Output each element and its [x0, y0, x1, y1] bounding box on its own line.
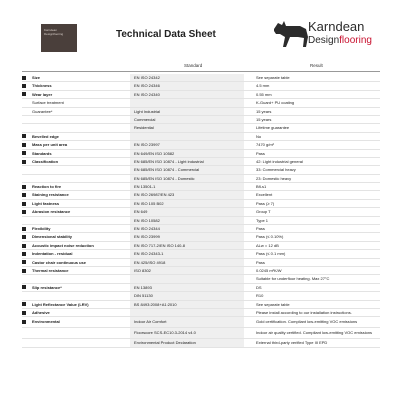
- standard-cell: EN 13501-1: [130, 183, 244, 190]
- table-row: [22, 175, 380, 183]
- standard-cell: EN ISO 26987/EN 423: [130, 191, 244, 198]
- result-cell: R10: [256, 293, 264, 299]
- logo-subtitle: [308, 35, 372, 46]
- property-cell: Mass per unit area: [32, 142, 68, 148]
- result-cell: Gold certification. Compliant low-emitting VOC emissions: [256, 319, 358, 325]
- result-cell: See separate table: [256, 75, 290, 80]
- property-cell: Dimensional stability: [32, 234, 73, 240]
- row-marker-icon: [22, 235, 26, 239]
- row-marker-icon: [22, 151, 26, 155]
- standard-cell: [130, 99, 244, 106]
- karndean-logo: [270, 15, 380, 51]
- property-cell: Castor chair continuous use: [32, 259, 87, 265]
- row-marker-icon: [22, 143, 26, 147]
- result-cell: Lifetime guarantee: [256, 125, 290, 131]
- table-row: [22, 301, 380, 309]
- property-cell: Thickness: [32, 83, 52, 89]
- standard-cell: Floorscore SCS-EC10.3-2014 v4.0: [130, 328, 244, 338]
- property-cell: Size: [32, 75, 41, 80]
- table-row: [22, 339, 380, 347]
- standard-cell: [130, 309, 244, 316]
- row-marker-icon: [22, 76, 26, 80]
- brand-box-text: Karndean Designflooring: [44, 28, 64, 36]
- property-cell: Thermal resistance: [32, 267, 69, 273]
- row-marker-icon: [22, 193, 26, 197]
- result-cell: 33: Commercial heavy: [256, 167, 296, 173]
- result-cell: Pass: [256, 259, 265, 265]
- standard-cell: EN 425/ISO 4918: [130, 259, 244, 266]
- result-cell: 42: Light industrial general: [256, 158, 303, 164]
- standard-cell: EN ISO 24346: [130, 82, 244, 89]
- standard-cell: EN 13893: [130, 284, 244, 291]
- table-row: [22, 200, 380, 208]
- row-marker-icon: [22, 210, 26, 214]
- property-cell: Staining resistance: [32, 192, 69, 198]
- property-cell: Bevelled edge: [32, 133, 59, 139]
- result-cell: Pass: [256, 226, 265, 232]
- table-row: [22, 225, 380, 233]
- table-row: [22, 267, 380, 275]
- result-cell: Pass (≥ 7): [256, 200, 275, 206]
- table-row: [22, 82, 380, 90]
- table-row: [22, 284, 380, 292]
- standard-cell: EN 685/EN ISO 10874 - Commercial: [130, 166, 244, 173]
- table-row: [22, 328, 380, 339]
- table-row: [22, 292, 380, 300]
- result-cell: Type 1: [256, 217, 269, 223]
- result-cell: 15 years: [256, 116, 272, 122]
- property-cell: Light Reflectance Value (LRV): [32, 301, 89, 307]
- table-row: [22, 275, 380, 283]
- row-marker-icon: [22, 311, 26, 315]
- result-cell: 7470 g/m²: [256, 142, 275, 148]
- property-cell: Adhesive: [32, 309, 50, 315]
- standard-cell: Light Industrial: [130, 108, 244, 115]
- table-row: [22, 91, 380, 99]
- table-row: [22, 141, 380, 149]
- table-row: [22, 317, 380, 328]
- result-cell: K-Guard+ PU coating: [256, 100, 295, 106]
- table-row: [22, 150, 380, 158]
- table-row: [22, 250, 380, 258]
- result-cell: Please install according to our installation instructions.: [256, 309, 352, 315]
- result-cell: 15 years: [256, 108, 272, 114]
- result-cell: Group T: [256, 209, 271, 215]
- table-row: [22, 183, 380, 191]
- table-row: [22, 108, 380, 116]
- row-marker-icon: [22, 269, 26, 273]
- standard-cell: DIN 51130: [130, 292, 244, 299]
- table-row: [22, 74, 380, 82]
- row-marker-icon: [22, 185, 26, 189]
- standard-cell: EN ISO 24343-1: [130, 250, 244, 257]
- result-cell: Indoor air quality certified. Compliant low-emitting VOC emissions: [256, 330, 373, 336]
- standard-cell: EN ISO 24340: [130, 91, 244, 98]
- result-cell: External third-party verified Type III EPD: [256, 340, 328, 346]
- row-marker-icon: [22, 285, 26, 289]
- result-cell: Excellent: [256, 192, 273, 198]
- result-cell: 0.0245 m²K/W: [256, 267, 282, 273]
- column-header-result: Result: [310, 63, 323, 68]
- standard-cell: Environmental Product Declaration: [130, 339, 244, 346]
- property-cell: Surface treatment: [32, 100, 64, 106]
- table-row: [22, 217, 380, 225]
- spec-table: [22, 74, 380, 348]
- standard-cell: EN ISO 24344: [130, 225, 244, 232]
- table-row: [22, 133, 380, 141]
- standard-cell: BS 8493:2008+A1:2010: [130, 301, 244, 308]
- result-cell: ΔLw = 12 dB: [256, 242, 279, 248]
- property-cell: Standards: [32, 150, 52, 156]
- row-marker-icon: [22, 252, 26, 256]
- table-row: [22, 208, 380, 216]
- standard-cell: EN ISO 717-2/EN ISO 140-8: [130, 242, 244, 249]
- standard-cell: EN 685/EN ISO 10874 - Light industrial: [130, 158, 244, 165]
- standard-cell: EN ISO 10582: [130, 217, 244, 224]
- property-cell: Slip resistance*: [32, 284, 62, 290]
- standard-cell: [130, 275, 244, 282]
- row-marker-icon: [22, 227, 26, 231]
- row-marker-icon: [22, 244, 26, 248]
- row-marker-icon: [22, 260, 26, 264]
- standard-cell: Indoor Air Comfort: [130, 317, 244, 327]
- property-cell: Indentation - residual: [32, 251, 73, 257]
- row-marker-icon: [22, 302, 26, 306]
- property-cell: Classification: [32, 158, 59, 164]
- property-cell: Flexibility: [32, 226, 51, 232]
- table-row: [22, 242, 380, 250]
- row-marker-icon: [22, 320, 26, 324]
- standard-cell: EN 685/EN ISO 10874 - Domestic: [130, 175, 244, 182]
- table-header: [22, 63, 380, 72]
- logo-subtitle-a: Design: [308, 35, 340, 46]
- result-cell: DS: [256, 284, 262, 290]
- table-row: [22, 116, 380, 124]
- table-row: [22, 158, 380, 166]
- result-cell: No: [256, 133, 262, 139]
- property-cell: Light fastness: [32, 200, 60, 206]
- table-row: [22, 166, 380, 174]
- result-cell: Bfl-s1: [256, 184, 267, 190]
- standard-cell: EN ISO 23999: [130, 233, 244, 240]
- table-row: [22, 259, 380, 267]
- property-cell: Guarantee*: [32, 108, 53, 114]
- result-cell: 0.55 mm: [256, 91, 272, 97]
- table-row: [22, 191, 380, 199]
- row-marker-icon: [22, 202, 26, 206]
- standard-cell: ISO 8302: [130, 267, 244, 274]
- result-cell: Pass (≤ 0.10%): [256, 234, 284, 240]
- standard-cell: Commercial: [130, 116, 244, 123]
- table-row: [22, 309, 380, 317]
- property-cell: Wear layer: [32, 91, 53, 97]
- page-title: Technical Data Sheet: [116, 29, 216, 40]
- standard-cell: Residential: [130, 124, 244, 131]
- standard-cell: EN ISO 105 B02: [130, 200, 244, 207]
- result-cell: Pass (≤ 0.1 mm): [256, 251, 286, 257]
- property-cell: Reaction to fire: [32, 184, 62, 190]
- result-cell: Suitable for underfloor heating. Max 27°C: [256, 276, 330, 282]
- column-header-standard: Standard: [184, 63, 203, 68]
- table-row: [22, 99, 380, 107]
- standard-cell: EN 649: [130, 208, 244, 215]
- standard-cell: EN ISO 23997: [130, 141, 244, 148]
- logo-subtitle-b: flooring: [339, 35, 372, 46]
- property-cell: Acoustic impact noise reduction: [32, 242, 94, 248]
- table-row: [22, 233, 380, 241]
- result-cell: Pass: [256, 150, 265, 156]
- standard-cell: EN ISO 24342: [130, 74, 244, 81]
- brand-box-logo: [41, 24, 77, 52]
- result-cell: 4.5 mm: [256, 83, 270, 89]
- row-marker-icon: [22, 92, 26, 96]
- row-marker-icon: [22, 134, 26, 138]
- standard-cell: [130, 133, 244, 140]
- property-cell: Environmental: [32, 319, 60, 325]
- row-marker-icon: [22, 160, 26, 164]
- table-row: [22, 124, 380, 132]
- property-cell: Abrasion resistance: [32, 209, 71, 215]
- standard-cell: EN 649/EN ISO 10582: [130, 150, 244, 157]
- row-marker-icon: [22, 84, 26, 88]
- result-cell: See separate table: [256, 301, 290, 307]
- result-cell: 23: Domestic heavy: [256, 175, 292, 181]
- logo-wordmark: Karndean: [308, 19, 365, 34]
